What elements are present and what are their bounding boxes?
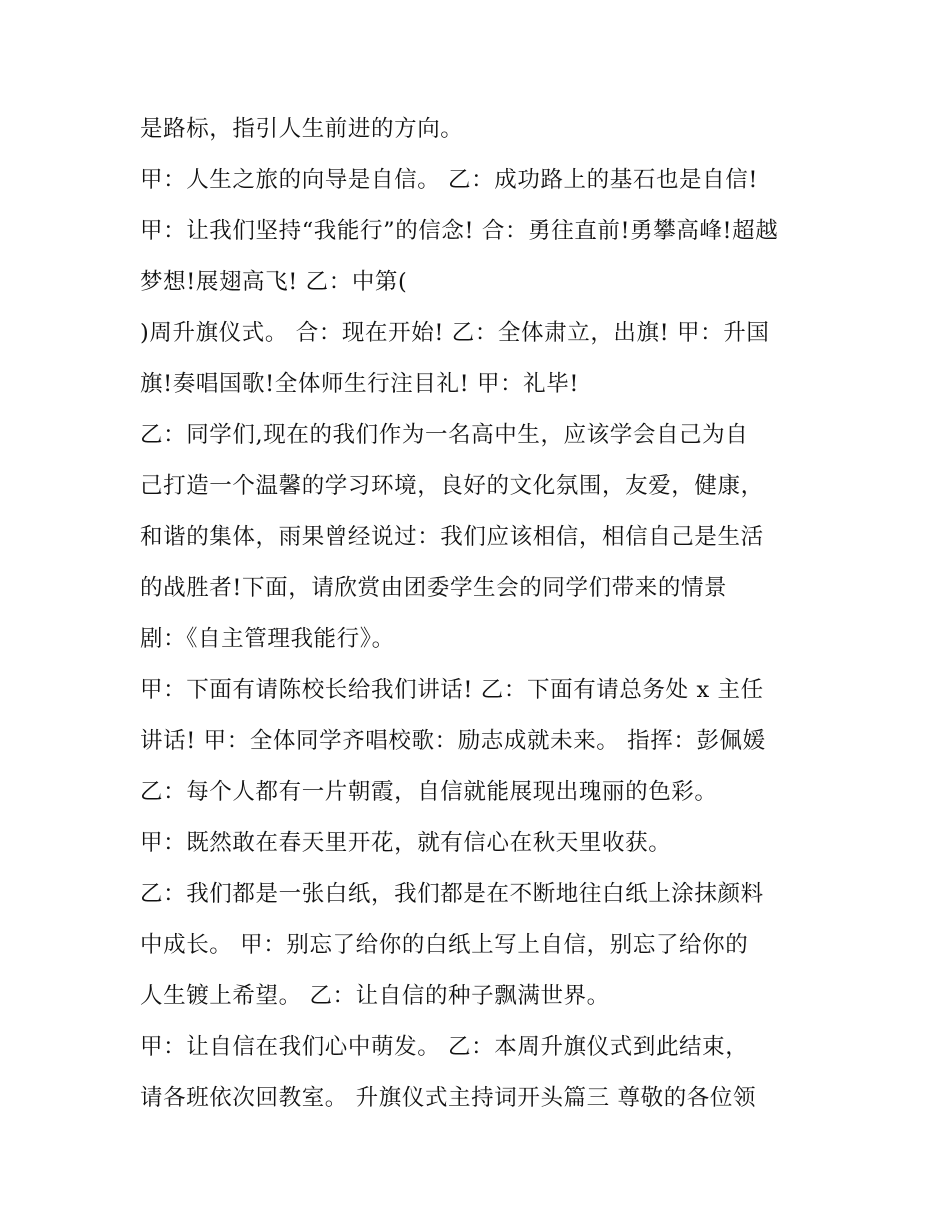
text-line: 中成长。 甲：别忘了给你的白纸上写上自信，别忘了给你的	[140, 932, 749, 958]
text-line: 乙：同学们,现在的我们作为一名高中生，应该学会自己为自	[140, 422, 749, 448]
text-line: 梦想!展翅高飞! 乙：中第(	[140, 269, 408, 295]
text-line: 请各班依次回教室。 升旗仪式主持词开头篇三 尊敬的各位领	[140, 1085, 757, 1111]
text-line: 和谐的集体，雨果曾经说过：我们应该相信，相信自己是生活	[140, 524, 764, 550]
text-line: 剧：《自主管理我能行》。	[140, 626, 395, 652]
text-line: 旗!奏唱国歌!全体师生行注目礼! 甲：礼毕!	[140, 371, 580, 397]
text-line: 讲话! 甲：全体同学齐唱校歌：励志成就未来。 指挥：彭佩媛	[140, 728, 766, 754]
text-line: 是路标，指引人生前进的方向。	[140, 116, 464, 142]
document-body	[140, 104, 820, 1124]
text-line: 甲：既然敢在春天里开花，就有信心在秋天里收获。	[140, 830, 672, 856]
text-line: 的战胜者!下面，请欣赏由团委学生会的同学们带来的情景	[140, 575, 728, 601]
text-line: 乙：我们都是一张白纸，我们都是在不断地往白纸上涂抹颜料	[140, 881, 764, 907]
text-line: )周升旗仪式。 合：现在开始! 乙：全体肃立，出旗! 甲：升国	[140, 320, 770, 346]
text-line: 甲：让我们坚持“我能行”的信念! 合：勇往直前!勇攀高峰!超越	[140, 218, 779, 244]
text-line: 人生镀上希望。 乙：让自信的种子飘满世界。	[140, 983, 610, 1009]
text-line: 甲：下面有请陈校长给我们讲话! 乙：下面有请总务处 x 主任	[140, 677, 764, 703]
text-line: 甲：人生之旅的向导是自信。 乙：成功路上的基石也是自信!	[140, 167, 758, 193]
text-line: 乙：每个人都有一片朝霞，自信就能展现出瑰丽的色彩。	[140, 779, 718, 805]
text-line: 己打造一个温馨的学习环境，良好的文化氛围，友爱，健康，	[140, 473, 764, 499]
text-line: 甲：让自信在我们心中萌发。 乙：本周升旗仪式到此结束，	[140, 1034, 749, 1060]
